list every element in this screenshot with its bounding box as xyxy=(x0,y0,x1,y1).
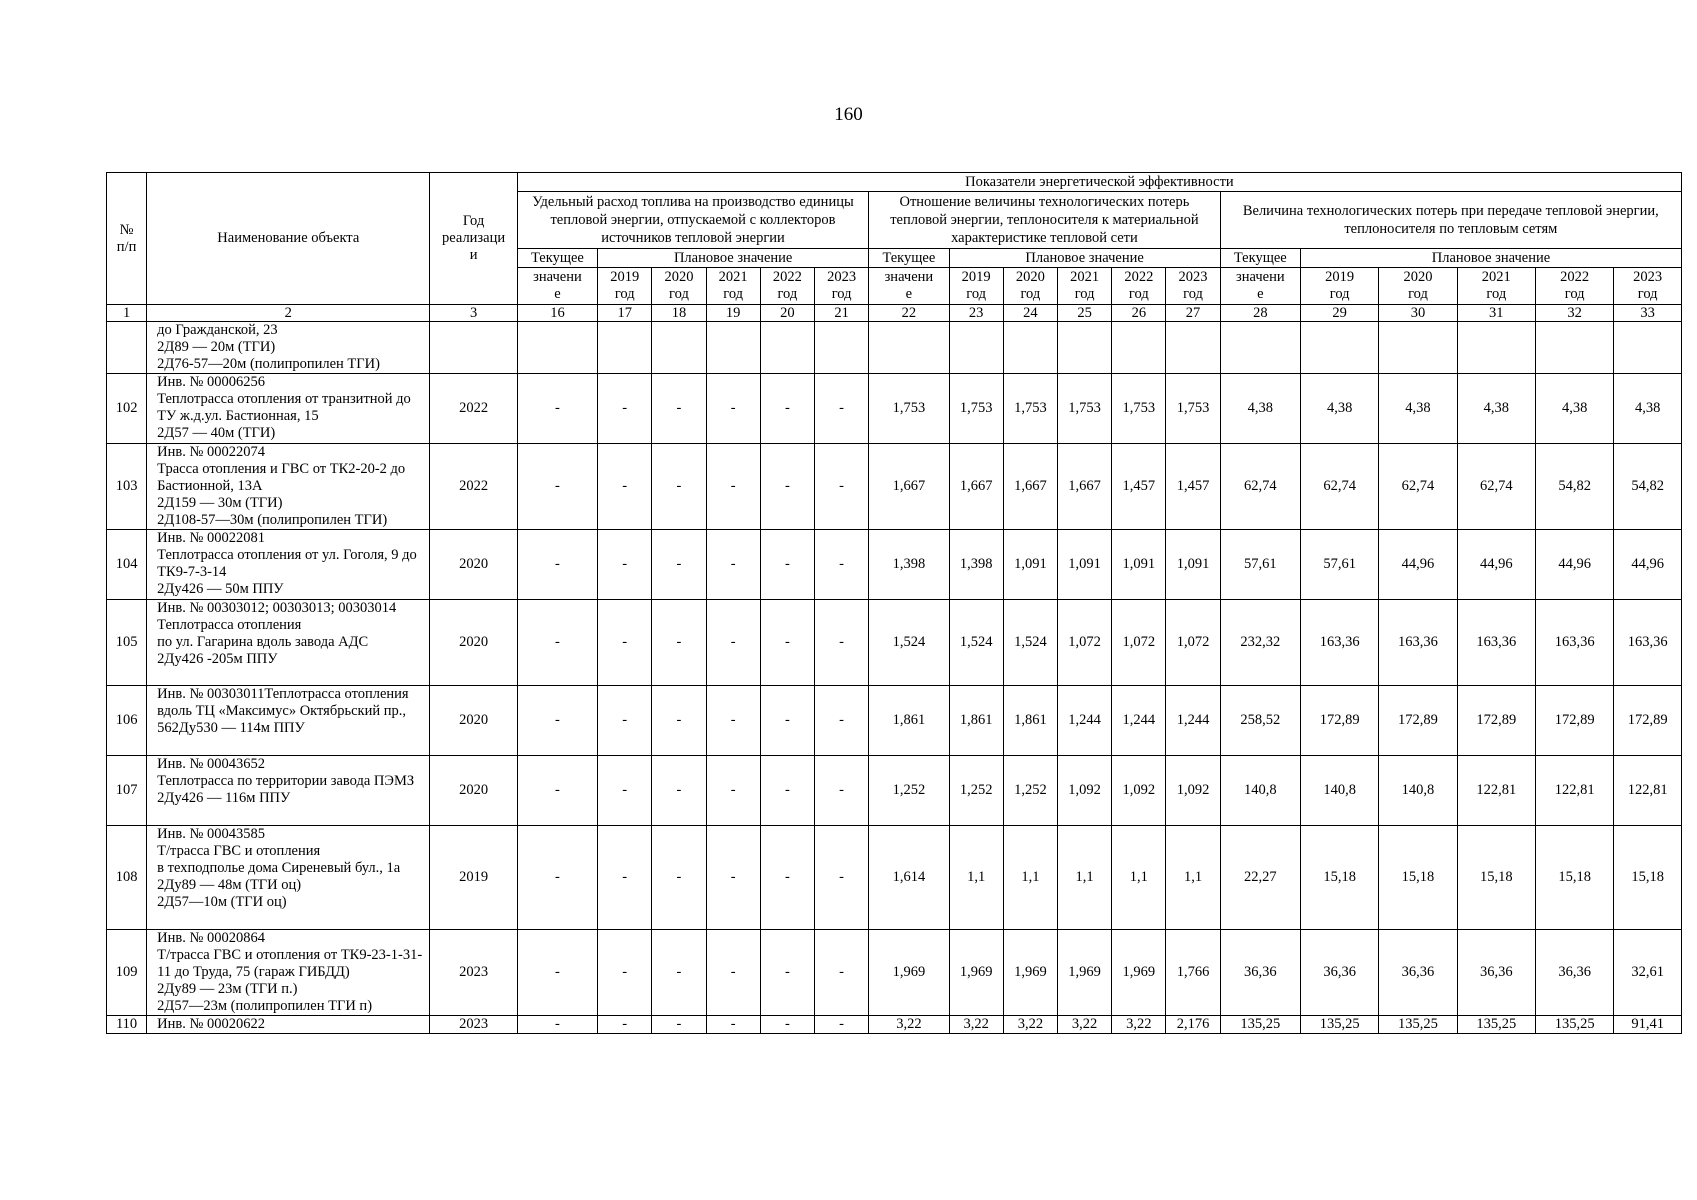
column-number: 25 xyxy=(1057,305,1111,322)
value-cell: - xyxy=(517,1016,597,1034)
value-cell: - xyxy=(706,930,760,1016)
value-cell: - xyxy=(760,826,814,930)
column-number: 31 xyxy=(1457,305,1535,322)
table-row xyxy=(107,686,1682,756)
value-cell: 1,1 xyxy=(1112,826,1166,930)
value-cell: 44,96 xyxy=(1457,530,1535,600)
value-cell xyxy=(1220,322,1300,374)
value-cell: 1,1 xyxy=(1057,826,1111,930)
table-header xyxy=(107,173,1682,322)
table-row xyxy=(107,1016,1682,1034)
header-year-cell: 2023 год xyxy=(1166,268,1220,305)
value-cell: - xyxy=(652,1016,706,1034)
header-year-cell: 2022 год xyxy=(1112,268,1166,305)
implementation-year: 2019 xyxy=(430,826,517,930)
value-cell: 44,96 xyxy=(1614,530,1682,600)
value-cell: 1,252 xyxy=(869,756,949,826)
value-cell: - xyxy=(517,686,597,756)
value-cell: 172,89 xyxy=(1535,686,1613,756)
value-cell: - xyxy=(598,374,652,444)
column-number: 27 xyxy=(1166,305,1220,322)
value-cell: - xyxy=(517,374,597,444)
implementation-year: 2020 xyxy=(430,756,517,826)
value-cell: 1,753 xyxy=(949,374,1003,444)
column-number: 23 xyxy=(949,305,1003,322)
value-cell: - xyxy=(652,530,706,600)
value-cell: - xyxy=(517,826,597,930)
value-cell: 1,092 xyxy=(1112,756,1166,826)
value-cell: 1,252 xyxy=(1003,756,1057,826)
implementation-year: 2023 xyxy=(430,1016,517,1034)
value-cell xyxy=(517,322,597,374)
value-cell: - xyxy=(652,374,706,444)
value-cell: 163,36 xyxy=(1457,600,1535,686)
header-year-cell: 2019 год xyxy=(598,268,652,305)
value-cell: 54,82 xyxy=(1614,444,1682,530)
implementation-year: 2020 xyxy=(430,600,517,686)
header-year-cell: 2019 год xyxy=(1300,268,1378,305)
row-number: 110 xyxy=(107,1016,147,1034)
value-cell: 1,457 xyxy=(1112,444,1166,530)
value-cell: - xyxy=(706,600,760,686)
value-cell: - xyxy=(814,600,868,686)
value-cell: - xyxy=(760,756,814,826)
value-cell: - xyxy=(598,444,652,530)
value-cell: 1,244 xyxy=(1112,686,1166,756)
value-cell: - xyxy=(598,686,652,756)
header-year-cell: 2021 год xyxy=(706,268,760,305)
value-cell: 1,861 xyxy=(869,686,949,756)
value-cell: - xyxy=(760,530,814,600)
value-cell: 1,072 xyxy=(1112,600,1166,686)
implementation-year: 2020 xyxy=(430,686,517,756)
value-cell: - xyxy=(598,826,652,930)
object-name: Инв. № 00303011Теплотрасса отопления вдоль ТЦ «Максимус» Октябрьский пр., 562Ду530 — 114м ППУ xyxy=(147,686,430,756)
value-cell: 1,969 xyxy=(1003,930,1057,1016)
value-cell: 140,8 xyxy=(1220,756,1300,826)
value-cell: 1,614 xyxy=(869,826,949,930)
value-cell: - xyxy=(652,444,706,530)
value-cell: 1,667 xyxy=(869,444,949,530)
value-cell: - xyxy=(814,930,868,1016)
value-cell: 1,667 xyxy=(949,444,1003,530)
column-number: 21 xyxy=(814,305,868,322)
value-cell: 140,8 xyxy=(1379,756,1457,826)
value-cell: - xyxy=(706,686,760,756)
energy-efficiency-table xyxy=(106,172,1682,1034)
value-cell: 4,38 xyxy=(1457,374,1535,444)
value-cell xyxy=(1535,322,1613,374)
value-cell: 1,861 xyxy=(1003,686,1057,756)
value-cell xyxy=(598,322,652,374)
value-cell: 1,091 xyxy=(1003,530,1057,600)
value-cell: 44,96 xyxy=(1379,530,1457,600)
value-cell: 135,25 xyxy=(1300,1016,1378,1034)
value-cell: 4,38 xyxy=(1220,374,1300,444)
value-cell: 54,82 xyxy=(1535,444,1613,530)
value-cell: - xyxy=(652,756,706,826)
table-row xyxy=(107,930,1682,1016)
implementation-year: 2023 xyxy=(430,930,517,1016)
header-current-cont: значени е xyxy=(869,268,949,305)
value-cell: 15,18 xyxy=(1535,826,1613,930)
value-cell: - xyxy=(652,826,706,930)
header-planned: Плановое значение xyxy=(598,249,869,268)
column-number: 28 xyxy=(1220,305,1300,322)
value-cell: 4,38 xyxy=(1300,374,1378,444)
value-cell: 1,861 xyxy=(949,686,1003,756)
row-number: 103 xyxy=(107,444,147,530)
header-efficiency-group: Показатели энергетической эффективности xyxy=(517,173,1681,192)
value-cell: - xyxy=(814,756,868,826)
value-cell: - xyxy=(760,600,814,686)
value-cell xyxy=(814,322,868,374)
value-cell: - xyxy=(706,444,760,530)
table-row xyxy=(107,444,1682,530)
value-cell: 135,25 xyxy=(1379,1016,1457,1034)
value-cell: 122,81 xyxy=(1535,756,1613,826)
value-cell: 4,38 xyxy=(1535,374,1613,444)
value-cell: 3,22 xyxy=(949,1016,1003,1034)
value-cell: - xyxy=(517,930,597,1016)
value-cell: 1,072 xyxy=(1166,600,1220,686)
value-cell: - xyxy=(814,1016,868,1034)
value-cell: 91,41 xyxy=(1614,1016,1682,1034)
value-cell: - xyxy=(760,444,814,530)
value-cell: 22,27 xyxy=(1220,826,1300,930)
value-cell: 163,36 xyxy=(1379,600,1457,686)
header-year-cell: 2022 год xyxy=(1535,268,1613,305)
value-cell: 1,753 xyxy=(1166,374,1220,444)
implementation-year: 2020 xyxy=(430,530,517,600)
value-cell: 1,969 xyxy=(1112,930,1166,1016)
object-name: Инв. № 00022074 Трасса отопления и ГВС от ТК2-20-2 до Бастионной, 13А 2Д159 — 30м (ТГИ) 2Д108-57—30м (полипропилен ТГИ) xyxy=(147,444,430,530)
value-cell: 1,524 xyxy=(949,600,1003,686)
value-cell: 1,091 xyxy=(1057,530,1111,600)
value-cell: 36,36 xyxy=(1535,930,1613,1016)
table-row xyxy=(107,756,1682,826)
header-year-cell: 2020 год xyxy=(652,268,706,305)
value-cell: - xyxy=(652,930,706,1016)
row-number xyxy=(107,322,147,374)
value-cell: 1,766 xyxy=(1166,930,1220,1016)
page-number: 160 xyxy=(834,104,863,125)
value-cell xyxy=(652,322,706,374)
value-cell: - xyxy=(706,530,760,600)
value-cell: 1,457 xyxy=(1166,444,1220,530)
value-cell: 57,61 xyxy=(1300,530,1378,600)
value-cell: - xyxy=(814,444,868,530)
value-cell: 135,25 xyxy=(1535,1016,1613,1034)
row-number: 109 xyxy=(107,930,147,1016)
value-cell: - xyxy=(517,600,597,686)
value-cell: 1,1 xyxy=(949,826,1003,930)
value-cell: 172,89 xyxy=(1457,686,1535,756)
value-cell: 1,753 xyxy=(1057,374,1111,444)
value-cell xyxy=(1300,322,1378,374)
value-cell: - xyxy=(814,686,868,756)
value-cell: 15,18 xyxy=(1300,826,1378,930)
header-planned: Плановое значение xyxy=(1300,249,1681,268)
column-numbers-row xyxy=(107,305,1682,322)
value-cell xyxy=(1112,322,1166,374)
value-cell: - xyxy=(814,374,868,444)
value-cell: 135,25 xyxy=(1457,1016,1535,1034)
value-cell: 15,18 xyxy=(1457,826,1535,930)
value-cell: 1,524 xyxy=(1003,600,1057,686)
value-cell: 2,176 xyxy=(1166,1016,1220,1034)
header-current-cont: значени е xyxy=(1220,268,1300,305)
value-cell: 172,89 xyxy=(1300,686,1378,756)
value-cell: 1,667 xyxy=(1003,444,1057,530)
value-cell: - xyxy=(706,756,760,826)
table-row xyxy=(107,826,1682,930)
value-cell: - xyxy=(517,444,597,530)
value-cell: - xyxy=(598,600,652,686)
value-cell: 1,667 xyxy=(1057,444,1111,530)
value-cell xyxy=(1166,322,1220,374)
header-current-cont: значени е xyxy=(517,268,597,305)
value-cell: 62,74 xyxy=(1220,444,1300,530)
value-cell: 122,81 xyxy=(1457,756,1535,826)
value-cell: 1,091 xyxy=(1112,530,1166,600)
row-number: 108 xyxy=(107,826,147,930)
header-object-name: Наименование объекта xyxy=(147,173,430,305)
header-year-cell: 2023 год xyxy=(814,268,868,305)
header-year: Год реализаци и xyxy=(430,173,517,305)
implementation-year xyxy=(430,322,517,374)
header-loss-value: Величина технологических потерь при передаче тепловой энергии, теплоносителя по тепловым сетям xyxy=(1220,192,1681,249)
value-cell: 172,89 xyxy=(1379,686,1457,756)
value-cell: 62,74 xyxy=(1379,444,1457,530)
value-cell: 32,61 xyxy=(1614,930,1682,1016)
value-cell: 1,252 xyxy=(949,756,1003,826)
column-number: 32 xyxy=(1535,305,1613,322)
column-number: 1 xyxy=(107,305,147,322)
value-cell: 36,36 xyxy=(1220,930,1300,1016)
value-cell: - xyxy=(814,530,868,600)
value-cell: 15,18 xyxy=(1614,826,1682,930)
value-cell: 258,52 xyxy=(1220,686,1300,756)
table-body xyxy=(107,322,1682,1034)
header-fuel-consumption: Удельный расход топлива на производство единицы тепловой энергии, отпускаемой с коллекторов источников тепловой энергии xyxy=(517,192,868,249)
value-cell: 1,398 xyxy=(869,530,949,600)
value-cell xyxy=(1003,322,1057,374)
value-cell: 163,36 xyxy=(1614,600,1682,686)
value-cell: 163,36 xyxy=(1300,600,1378,686)
value-cell: 44,96 xyxy=(1535,530,1613,600)
header-year-cell: 2023 год xyxy=(1614,268,1682,305)
value-cell: 4,38 xyxy=(1614,374,1682,444)
object-name: Инв. № 00006256 Теплотрасса отопления от транзитной до ТУ ж.д.ул. Бастионная, 15 2Д57 — 40м (ТГИ) xyxy=(147,374,430,444)
value-cell: 1,524 xyxy=(869,600,949,686)
value-cell: - xyxy=(517,756,597,826)
object-name: Инв. № 00043585 Т/трасса ГВС и отопления в техподполье дома Сиреневый бул., 1а 2Ду89 — 48м (ТГИ оц) 2Д57—10м (ТГИ оц) xyxy=(147,826,430,930)
table-row xyxy=(107,530,1682,600)
column-number: 18 xyxy=(652,305,706,322)
value-cell xyxy=(869,322,949,374)
value-cell: 1,092 xyxy=(1166,756,1220,826)
value-cell xyxy=(760,322,814,374)
value-cell xyxy=(1457,322,1535,374)
value-cell xyxy=(1379,322,1457,374)
value-cell: 36,36 xyxy=(1300,930,1378,1016)
value-cell: - xyxy=(598,756,652,826)
value-cell: - xyxy=(760,1016,814,1034)
value-cell: 1,969 xyxy=(1057,930,1111,1016)
value-cell: 1,398 xyxy=(949,530,1003,600)
value-cell: 4,38 xyxy=(1379,374,1457,444)
object-name: Инв. № 00303012; 00303013; 00303014 Теплотрасса отопления по ул. Гагарина вдоль завода АДС 2Ду426 -205м ППУ xyxy=(147,600,430,686)
column-number: 22 xyxy=(869,305,949,322)
header-year-cell: 2021 год xyxy=(1457,268,1535,305)
column-number: 19 xyxy=(706,305,760,322)
table-row xyxy=(107,322,1682,374)
implementation-year: 2022 xyxy=(430,374,517,444)
header-year-cell: 2021 год xyxy=(1057,268,1111,305)
column-number: 3 xyxy=(430,305,517,322)
value-cell: 1,1 xyxy=(1166,826,1220,930)
value-cell: - xyxy=(598,530,652,600)
column-number: 26 xyxy=(1112,305,1166,322)
value-cell: 62,74 xyxy=(1300,444,1378,530)
value-cell: - xyxy=(652,686,706,756)
value-cell: - xyxy=(760,374,814,444)
value-cell: - xyxy=(760,686,814,756)
value-cell: 1,969 xyxy=(949,930,1003,1016)
value-cell: 1,072 xyxy=(1057,600,1111,686)
value-cell: 62,74 xyxy=(1457,444,1535,530)
implementation-year: 2022 xyxy=(430,444,517,530)
header-year-cell: 2019 год xyxy=(949,268,1003,305)
value-cell: 135,25 xyxy=(1220,1016,1300,1034)
row-number: 107 xyxy=(107,756,147,826)
value-cell: 1,091 xyxy=(1166,530,1220,600)
header-planned: Плановое значение xyxy=(949,249,1220,268)
object-name: до Гражданской, 23 2Д89 — 20м (ТГИ) 2Д76-57—20м (полипропилен ТГИ) xyxy=(147,322,430,374)
value-cell: 3,22 xyxy=(1057,1016,1111,1034)
header-current: Текущее xyxy=(869,249,949,268)
header-year-cell: 2022 год xyxy=(760,268,814,305)
object-name: Инв. № 00020622 xyxy=(147,1016,430,1034)
value-cell: - xyxy=(814,826,868,930)
object-name: Инв. № 00043652 Теплотрасса по территории завода ПЭМЗ 2Ду426 — 116м ППУ xyxy=(147,756,430,826)
header-year-cell: 2020 год xyxy=(1379,268,1457,305)
table-row xyxy=(107,600,1682,686)
row-number: 102 xyxy=(107,374,147,444)
value-cell: 163,36 xyxy=(1535,600,1613,686)
value-cell: 172,89 xyxy=(1614,686,1682,756)
column-number: 2 xyxy=(147,305,430,322)
value-cell: - xyxy=(517,530,597,600)
value-cell: 122,81 xyxy=(1614,756,1682,826)
value-cell: - xyxy=(760,930,814,1016)
header-current: Текущее xyxy=(1220,249,1300,268)
value-cell: 1,753 xyxy=(1003,374,1057,444)
value-cell: - xyxy=(598,930,652,1016)
value-cell: 1,244 xyxy=(1166,686,1220,756)
value-cell: 3,22 xyxy=(1112,1016,1166,1034)
column-number: 30 xyxy=(1379,305,1457,322)
value-cell xyxy=(1057,322,1111,374)
value-cell: 3,22 xyxy=(869,1016,949,1034)
value-cell: 36,36 xyxy=(1379,930,1457,1016)
object-name: Инв. № 00022081 Теплотрасса отопления от ул. Гоголя, 9 до ТК9-7-3-14 2Ду426 — 50м ППУ xyxy=(147,530,430,600)
value-cell: - xyxy=(652,600,706,686)
header-loss-ratio: Отношение величины технологических потерь тепловой энергии, теплоносителя к материальной характеристике тепловой сети xyxy=(869,192,1220,249)
header-year-cell: 2020 год xyxy=(1003,268,1057,305)
value-cell: 1,1 xyxy=(1003,826,1057,930)
value-cell: 15,18 xyxy=(1379,826,1457,930)
row-number: 106 xyxy=(107,686,147,756)
value-cell xyxy=(706,322,760,374)
column-number: 33 xyxy=(1614,305,1682,322)
row-number: 105 xyxy=(107,600,147,686)
object-name: Инв. № 00020864 Т/трасса ГВС и отопления от ТК9-23-1-31-11 до Труда, 75 (гараж ГИБДД) 2Ду89 — 23м (ТГИ п.) 2Д57—23м (полипропилен ТГИ п) xyxy=(147,930,430,1016)
value-cell: 57,61 xyxy=(1220,530,1300,600)
value-cell: - xyxy=(598,1016,652,1034)
value-cell: - xyxy=(706,1016,760,1034)
column-number: 20 xyxy=(760,305,814,322)
column-number: 17 xyxy=(598,305,652,322)
column-number: 24 xyxy=(1003,305,1057,322)
value-cell: - xyxy=(706,374,760,444)
column-number: 29 xyxy=(1300,305,1378,322)
header-no: № п/п xyxy=(107,173,147,305)
value-cell: 1,753 xyxy=(1112,374,1166,444)
value-cell: 1,753 xyxy=(869,374,949,444)
header-current: Текущее xyxy=(517,249,597,268)
value-cell: 1,092 xyxy=(1057,756,1111,826)
value-cell: 3,22 xyxy=(1003,1016,1057,1034)
value-cell: 36,36 xyxy=(1457,930,1535,1016)
table-row xyxy=(107,374,1682,444)
value-cell xyxy=(949,322,1003,374)
value-cell: 1,969 xyxy=(869,930,949,1016)
column-number: 16 xyxy=(517,305,597,322)
value-cell: 140,8 xyxy=(1300,756,1378,826)
value-cell: - xyxy=(706,826,760,930)
value-cell: 232,32 xyxy=(1220,600,1300,686)
row-number: 104 xyxy=(107,530,147,600)
value-cell: 1,244 xyxy=(1057,686,1111,756)
value-cell xyxy=(1614,322,1682,374)
